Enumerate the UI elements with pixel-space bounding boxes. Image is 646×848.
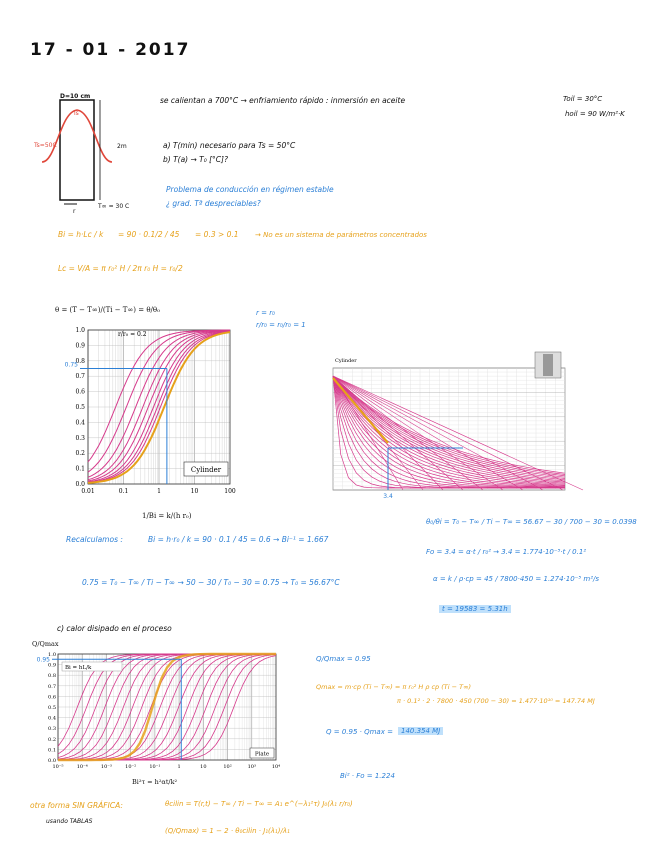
y-tick-label: 0.0 [48,758,56,764]
alt-lead: otra forma SIN GRÁFICA: [30,801,123,810]
recalc-biot: Bi = h·r₀ / k = 90 · 0.1 / 45 = 0.6 → Bi⁻¹ = 1.667 [148,535,329,544]
sketch-tinf: T∞ = 30 C [98,203,130,210]
y-tick-label: 0.6 [75,388,85,396]
y-tick-label: 0.1 [75,465,85,473]
question-b: b) T(a) → T₀ [°C]? [163,155,228,164]
x-tick-label: 10⁻² [125,764,137,770]
read-value-label: 3.4 [383,493,393,500]
y-tick-label: 0.4 [48,715,56,722]
oil-temperature: Toil = 30°C [563,95,603,103]
read-value-label: 0.75 [64,361,78,369]
theta-ratio: θ₀/θi = T₀ − T∞ / Ti − T∞ = 56.67 − 30 / 700 − 30 = 0.0398 [426,518,637,526]
legend-label: Bi = hL/k [65,665,92,671]
biot-result: = 0.3 > 0.1 [195,230,239,239]
alpha-eq: α = k / ρ·cp = 45 / 7800·450 = 1.274·10⁻⁵ m²/s [433,575,600,583]
chart1-xlabel: 1/Bi = k/(h r₀) [142,512,192,520]
x-tick-label: 1 [157,488,161,495]
y-tick-label: 1.0 [48,652,56,658]
heat-transfer-chart [36,652,281,770]
oil-h: hoil = 90 W/m²·K [565,110,625,118]
page-date: 17 - 01 - 2017 [30,40,191,60]
y-tick-label: 1.0 [75,327,85,334]
time-result: t = 19583 = 5.31h [439,605,511,613]
y-tick-label: 0.2 [75,450,85,458]
y-tick-label: 0.7 [75,373,85,381]
alt-eq-q: (Q/Qmax) = 1 − 2 · θ₀cilin · J₁(λ₁)/λ₁ [165,827,290,835]
part-c-title: c) calor disipado en el proceso [57,624,172,633]
chart1-annotation-r: r = r₀ [256,309,275,317]
x-tick-label: 10⁴ [271,764,281,770]
plot-box-label: Cylinder [190,466,222,474]
biot-conclusion: → No es un sistema de parámetros concentrados [255,231,427,239]
biot-lhs: Bi = h·Lc / k [58,230,104,239]
x-tick-label: 0.01 [81,488,95,495]
curve [58,656,276,760]
chart1-annotation-ratio: r/r₀ = r₀/r₀ = 1 [256,321,306,329]
qmax-eq: Qmax = m·cp (Ti − T∞) = π r₀² H ρ cp (Ti − T∞) [316,683,472,691]
sketch-diameter-label: D=10 cm [60,93,91,100]
recalc-t0: 0.75 = T₀ − T∞ / Ti − T∞ → 50 − 30 / T₀ − 30 = 0.75 → T₀ = 56.67°C [82,578,340,587]
biot-sub: = 90 · 0.1/2 / 45 [118,230,180,239]
q-value: Q = 0.95 · Qmax = [326,728,393,736]
x-tick-label: 10⁻¹ [149,764,161,770]
recalc-lead: Recalculamos : [66,535,123,544]
alt-eq-theta: θcilin = T(r,t) − T∞ / Ti − T∞ = A₁ e^(−λ₁²τ) J₀(λ₁ r/r₀) [165,800,353,808]
x-tick-label: 100 [224,488,236,495]
temperature-profile-curve [42,110,112,162]
x-tick-label: 10⁻⁴ [76,764,88,770]
read-value-label: 0.95 [36,656,50,664]
plot-box-label: Plate [254,751,270,758]
alt-lead2: usando TABLAS [46,818,93,825]
y-tick-label: 0.8 [75,357,85,365]
note-gradients: ¿ grad. Tª despreciables? [166,199,261,208]
x-tick-label: 10⁻⁵ [52,764,64,770]
chart1-ylabel: θ = (T − T∞)/(Ti − T∞) = θ/θ₀ [55,306,160,314]
sketch-ts-label: Ts [73,110,79,117]
chart3-xlabel: Bi²τ = h²αt/k² [132,778,178,786]
q-ratio: Q/Qmax = 0.95 [316,655,371,663]
y-tick-label: 0.9 [75,342,85,350]
problem-statement: se calientan a 700°C → enfriamiento rápido : inmersión en aceite [160,96,406,105]
y-tick-label: 0.2 [48,736,56,743]
y-tick-label: 0.0 [75,481,85,488]
x-tick-label: 10 [200,764,207,770]
y-tick-label: 0.8 [48,673,56,680]
y-tick-label: 0.3 [48,726,56,733]
chart-title: Cylinder [335,358,357,364]
bi2-fo: Bi² · Fo = 1.224 [340,772,395,780]
x-tick-label: 0.1 [118,488,129,495]
x-tick-label: 10 [190,488,199,495]
y-tick-label: 0.9 [48,662,56,669]
char-length: Lc = V/A = π r₀² H / 2π r₀ H = r₀/2 [58,264,183,273]
note-regime: Problema de conducción en régimen estable [166,185,334,194]
y-tick-label: 0.5 [75,404,85,411]
y-tick-label: 0.6 [48,694,56,701]
chart3-ylabel: Q/Qmax [32,640,59,648]
y-tick-label: 0.1 [48,747,56,754]
x-tick-label: 10² [223,764,232,770]
y-tick-label: 0.5 [48,705,56,711]
x-tick-label: 10⁻³ [100,764,112,770]
q-value-highlight: 140.354 MJ [398,727,443,735]
sketch-radius: r [73,208,76,215]
x-tick-label: 1 [177,764,181,770]
sketch-surface-temp: Ts=50C [34,142,57,149]
center-temperature-chart [303,350,569,500]
question-a: a) T(min) necesario para Ts = 50°C [163,141,296,150]
position-correction-chart [64,327,236,496]
qmax-num: π · 0.1² · 2 · 7800 · 450 (700 − 30) = 1.477·10¹⁰ = 147.74 MJ [397,697,595,705]
y-tick-label: 0.7 [48,683,56,690]
ratio-label: r/r₀ = 0.2 [118,331,147,338]
sketch-height: 2m [117,143,127,150]
y-tick-label: 0.4 [75,419,85,427]
x-tick-label: 10³ [247,764,256,770]
y-tick-label: 0.3 [75,434,85,442]
fourier-eq: Fo = 3.4 = α·t / r₀² → 3.4 = 1.774·10⁻⁵·t / 0.1² [426,548,587,556]
cylinder-inset-body [543,354,553,376]
